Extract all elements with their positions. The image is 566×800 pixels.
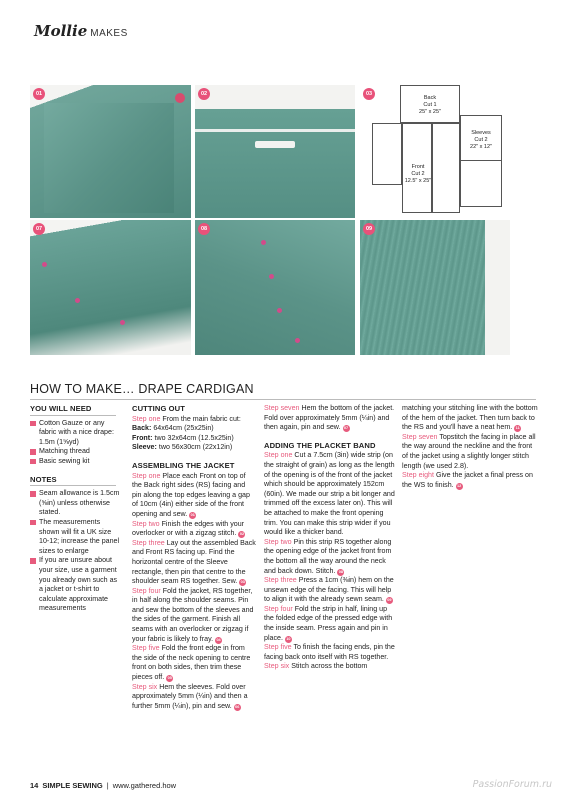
photo-reference-badge: 12	[457, 483, 462, 488]
step-text: Topstitch the facing in place all the way around the neckline and the front of the jacket using a slightly longer stitch length (we used 2.8).	[402, 432, 536, 470]
list-item: Basic sewing kit	[30, 457, 122, 467]
photo-number: 01	[33, 88, 45, 100]
materials-list	[30, 419, 122, 467]
step-text: Fold the jacket, RS together, in half along the shoulder seams. Pin and sew the bottom of the sleeves and the sides of the garment. Finish all seams with an overlocker or zigzag if your fabric is likely to fray.	[132, 586, 254, 643]
photo-number: 09	[363, 223, 375, 235]
step-text: Fold the strip in half, lining up the folded edge of the pressed edge with the inside seam. Press again and pin in place.	[264, 604, 393, 642]
pin-icon	[261, 240, 266, 245]
cut-value: 64x64cm (25x25in)	[153, 424, 214, 433]
step-label: Step one	[132, 414, 161, 423]
step-photo-01	[30, 85, 191, 218]
photo-number: 02	[198, 88, 210, 100]
placket-steps-continued	[402, 404, 538, 490]
photo-number: 08	[198, 223, 210, 235]
step-text: Place each Front on top of the Back right sides (RS) facing and pin along the top edges leaving a gap of 10cm (4in) either side of the front opening and sew.	[132, 471, 250, 518]
step-photo-07	[30, 220, 191, 355]
photo-reference-badge: 11	[515, 426, 520, 431]
footer-separator: |	[106, 781, 109, 790]
step-text: Pin this strip RS together along the opening edge of the jacket front from the bottom all the way around the neck and back down. Stitch.	[264, 537, 392, 575]
list-item: Seam allowance is 1.5cm (⅝in) unless otherwise stated.	[30, 489, 122, 518]
assembling-steps-continued	[264, 404, 396, 433]
step-label: Step four	[264, 604, 293, 613]
pattern-front-2	[432, 123, 460, 213]
step-photo-08	[195, 220, 355, 355]
instruction-step	[264, 538, 396, 576]
pattern-front	[402, 123, 432, 213]
column-cutting-assembly	[132, 404, 256, 711]
table-edge	[485, 220, 510, 355]
cutting-step	[132, 415, 256, 425]
instruction-step	[264, 576, 396, 605]
cut-front	[132, 434, 256, 444]
photo-reference-badge: 05	[167, 676, 172, 681]
cut-value: two 56x30cm (22x12in)	[158, 443, 233, 452]
list-item: The measurements shown will fit a UK size 10-12; increase the panel sizes to enlarge	[30, 518, 122, 556]
step-text: Hem the bottom of the jacket. Fold over approximately 5mm (¼in) and then again, pin and sew.	[264, 404, 395, 432]
photo-reference-badge: 03	[240, 580, 245, 585]
pattern-sleeves	[460, 115, 502, 207]
pin-icon	[277, 308, 282, 313]
pin-cushion-icon	[175, 93, 185, 103]
magazine-name: SIMPLE SEWING	[42, 781, 103, 790]
instruction-step	[132, 683, 256, 712]
photo-reference-badge: 02	[239, 532, 245, 537]
magazine-header	[34, 22, 128, 42]
step-text: Give the jacket a final press on the WS to finish.	[402, 471, 533, 489]
pattern-back	[400, 85, 460, 123]
watermark: PassionForum.ru	[472, 779, 552, 790]
list-item: Matching thread	[30, 447, 122, 457]
step-text: matching your stitching line with the bottom of the hem of the jacket. Then turn back to the RS and you'll have a neat hem.	[402, 404, 538, 432]
you-will-need-heading: YOU WILL NEED	[30, 404, 92, 413]
page-title: HOW TO MAKE… DRAPE CARDIGAN	[30, 382, 254, 396]
page-number: 14	[30, 781, 39, 790]
step-text: Finish the edges with your overlocker or with a zigzag stitch.	[132, 519, 245, 538]
website-link[interactable]: www.gathered.how	[112, 781, 177, 790]
pin-icon	[75, 298, 80, 303]
pattern-layout-diagram	[360, 85, 510, 218]
list-item: If you are unsure about your size, use a garment you already own such as a jacket or t-shirt to calculate approximate measurements	[30, 556, 122, 614]
assembling-steps	[132, 472, 256, 712]
instruction-step	[132, 539, 256, 587]
pattern-back-cut: Cut 1	[423, 102, 437, 108]
pattern-front-cut: Cut 2	[411, 171, 425, 177]
step-text: From the main fabric cut:	[162, 414, 241, 423]
placket-steps	[264, 451, 396, 672]
photo-reference-badge: 06	[235, 704, 240, 709]
step-label: Step three	[132, 538, 165, 547]
pattern-left-block	[372, 123, 402, 185]
pattern-sleeve-divider	[460, 160, 502, 161]
pattern-front-size: 12.5" x 25"	[404, 178, 432, 184]
pattern-sleeves-size: 22" x 12"	[470, 144, 492, 150]
cut-sleeve	[132, 443, 256, 453]
pattern-sleeves-cut: Cut 2	[474, 137, 488, 143]
instruction-step	[132, 644, 256, 682]
brand-logo: Mollie	[34, 22, 88, 40]
cutting-out-heading: CUTTING OUT	[132, 404, 185, 413]
step-text: Press a 1cm (⅜in) hem on the unsewn edge of the facing. This will help to align it with the already sewn seam.	[264, 576, 394, 604]
instruction-step	[132, 472, 256, 520]
column-placket-continued	[402, 404, 538, 490]
section-divider	[30, 415, 116, 416]
fabric-panel	[44, 103, 174, 213]
step-label: Step one	[132, 471, 161, 480]
step-photo-09	[360, 220, 510, 355]
page-footer	[30, 781, 176, 790]
cut-label: Sleeve:	[132, 443, 157, 452]
section-divider	[30, 485, 116, 486]
title-divider	[30, 399, 536, 400]
column-materials	[30, 404, 122, 614]
instruction-step	[132, 587, 256, 645]
photo-reference-badge: 09	[387, 598, 392, 603]
section-label: MAKES	[90, 28, 128, 39]
step-label: Step seven	[402, 432, 438, 441]
step-label: Step six	[264, 662, 290, 671]
instruction-step	[264, 662, 396, 672]
photo-reference-badge: 01	[190, 512, 195, 517]
step-text: Hem the sleeves. Fold over approximately 5mm (¼in) and then a further 5mm (¼in), pin and sew.	[132, 682, 248, 710]
pin-icon	[42, 262, 47, 267]
photo-number: 03	[363, 88, 375, 100]
step-label: Step one	[264, 451, 293, 460]
step-label: Step two	[132, 519, 160, 528]
instruction-step	[402, 471, 538, 490]
pattern-back-name: Back	[423, 95, 437, 101]
instruction-step	[264, 404, 396, 433]
step-label: Step five	[264, 643, 292, 652]
step-photo-02	[195, 85, 355, 218]
cut-label: Back:	[132, 424, 152, 433]
instruction-step	[402, 433, 538, 471]
pattern-sleeves-name: Sleeves	[471, 130, 491, 136]
step-label: Step two	[264, 537, 292, 546]
step-text: Stitch across the bottom	[291, 662, 368, 671]
instruction-step	[264, 605, 396, 643]
pin-icon	[295, 338, 300, 343]
step-label: Step six	[132, 682, 158, 691]
cut-value: two 32x64cm (12.5x25in)	[154, 433, 234, 442]
step-text: To finish the facing ends, pin the facing back onto itself with RS together.	[264, 643, 395, 661]
step-text: Lay out the assembled Back and Front RS facing up. Find the horizontal centre of the Sleeve rectangle, then pin that centre to the shoulder seam RS together. Sew.	[132, 538, 256, 586]
instruction-step-continued	[402, 404, 538, 433]
step-text: Cut a 7.5cm (3in) wide strip (on the straight of grain) as long as the length of the opening is of the front of the jacket which should be approximately 152cm (60in). We made our strip a bit longer and trimmed off the excess later on). This will be attached to make the front opening trim. You can make this strip wider if you would like a thicker band.	[264, 451, 395, 537]
step-label: Step four	[132, 586, 161, 595]
instruction-step	[264, 643, 396, 662]
pin-icon	[120, 320, 125, 325]
notes-heading: NOTES	[30, 474, 57, 484]
assembling-heading: ASSEMBLING THE JACKET	[132, 460, 235, 470]
instruction-step	[264, 451, 396, 537]
column-placket	[264, 404, 396, 672]
step-text: Fold the front edge in from the side of the neck opening to centre front on both sides, then trim these pieces off.	[132, 644, 251, 682]
photo-reference-badge: 10	[286, 636, 291, 641]
cut-back	[132, 424, 256, 434]
photo-reference-badge: 07	[343, 426, 349, 431]
neck-opening	[255, 141, 295, 148]
notes-list	[30, 489, 122, 614]
step-label: Step eight	[402, 471, 434, 480]
photo-reference-badge: 08	[338, 569, 343, 574]
placket-heading: ADDING THE PLACKET BAND	[264, 440, 376, 450]
photo-number: 07	[33, 223, 45, 235]
seam-line	[195, 129, 355, 132]
step-label: Step five	[132, 644, 160, 653]
instruction-step	[132, 520, 256, 539]
cut-label: Front:	[132, 433, 153, 442]
list-item: Cotton Gauze or any fabric with a nice drape: 1.5m (1⅝yd)	[30, 419, 122, 448]
pattern-back-size: 25" x 25"	[419, 109, 441, 115]
step-label: Step seven	[264, 404, 300, 412]
photo-reference-badge: 04	[216, 637, 221, 642]
pin-icon	[269, 274, 274, 279]
step-label: Step three	[264, 576, 297, 585]
pattern-front-name: Front	[411, 164, 425, 170]
